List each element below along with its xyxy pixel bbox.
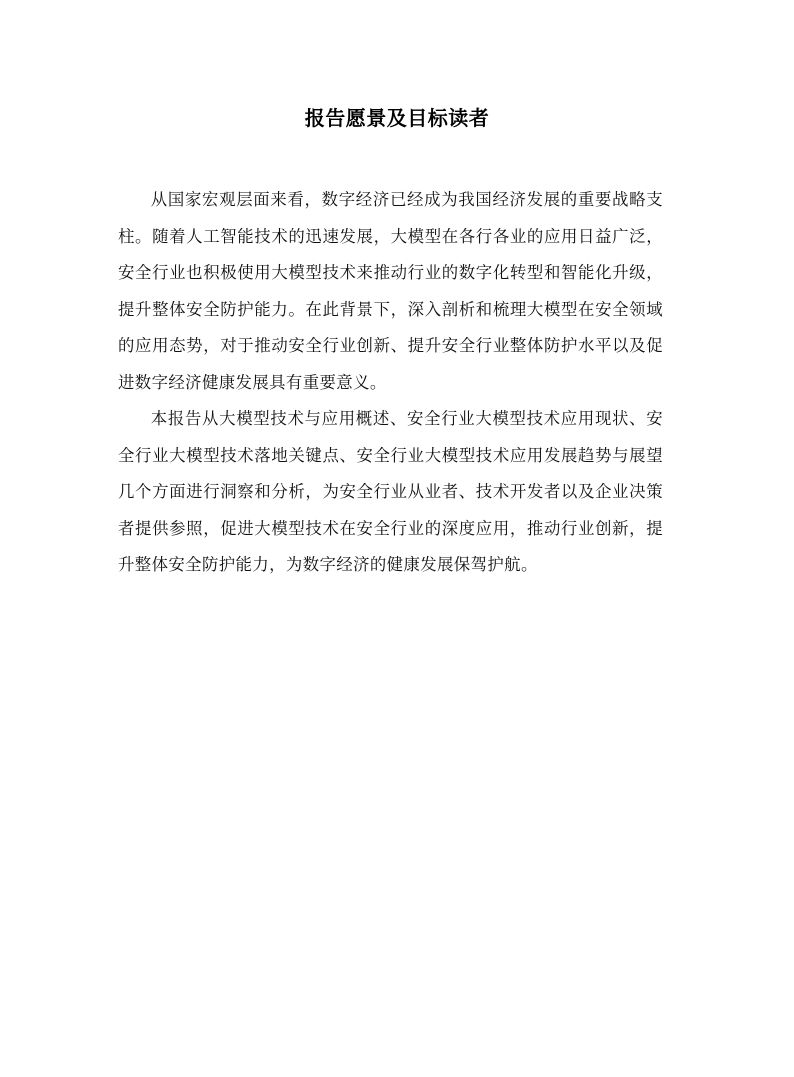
body-text <box>118 182 663 584</box>
page-title: 报告愿景及目标读者 <box>304 106 490 130</box>
paragraph-audience: 本报告从大模型技术与应用概述、安全行业大模型技术应用现状、安全行业大模型技术落地关键点、安全行业大模型技术应用发展趋势与展望几个方面进行洞察和分析，为安全行业从业者、技术开发者以及企业决策者提供参照，促进大模型技术在安全行业的深度应用，推动行业创新，提升整体安全防护能力，为数字经济的健康发展保驾护航。 <box>118 409 663 574</box>
paragraph-vision: 从国家宏观层面来看，数字经济已经成为我国经济发展的重要战略支柱。随着人工智能技术的迅速发展，大模型在各行各业的应用日益广泛，安全行业也积极使用大模型技术来推动行业的数字化转型和智能化升级，提升整体安全防护能力。在此背景下，深入剖析和梳理大模型在安全领域的应用态势，对于推动安全行业创新、提升安全行业整体防护水平以及促进数字经济健康发展具有重要意义。 <box>118 190 663 392</box>
